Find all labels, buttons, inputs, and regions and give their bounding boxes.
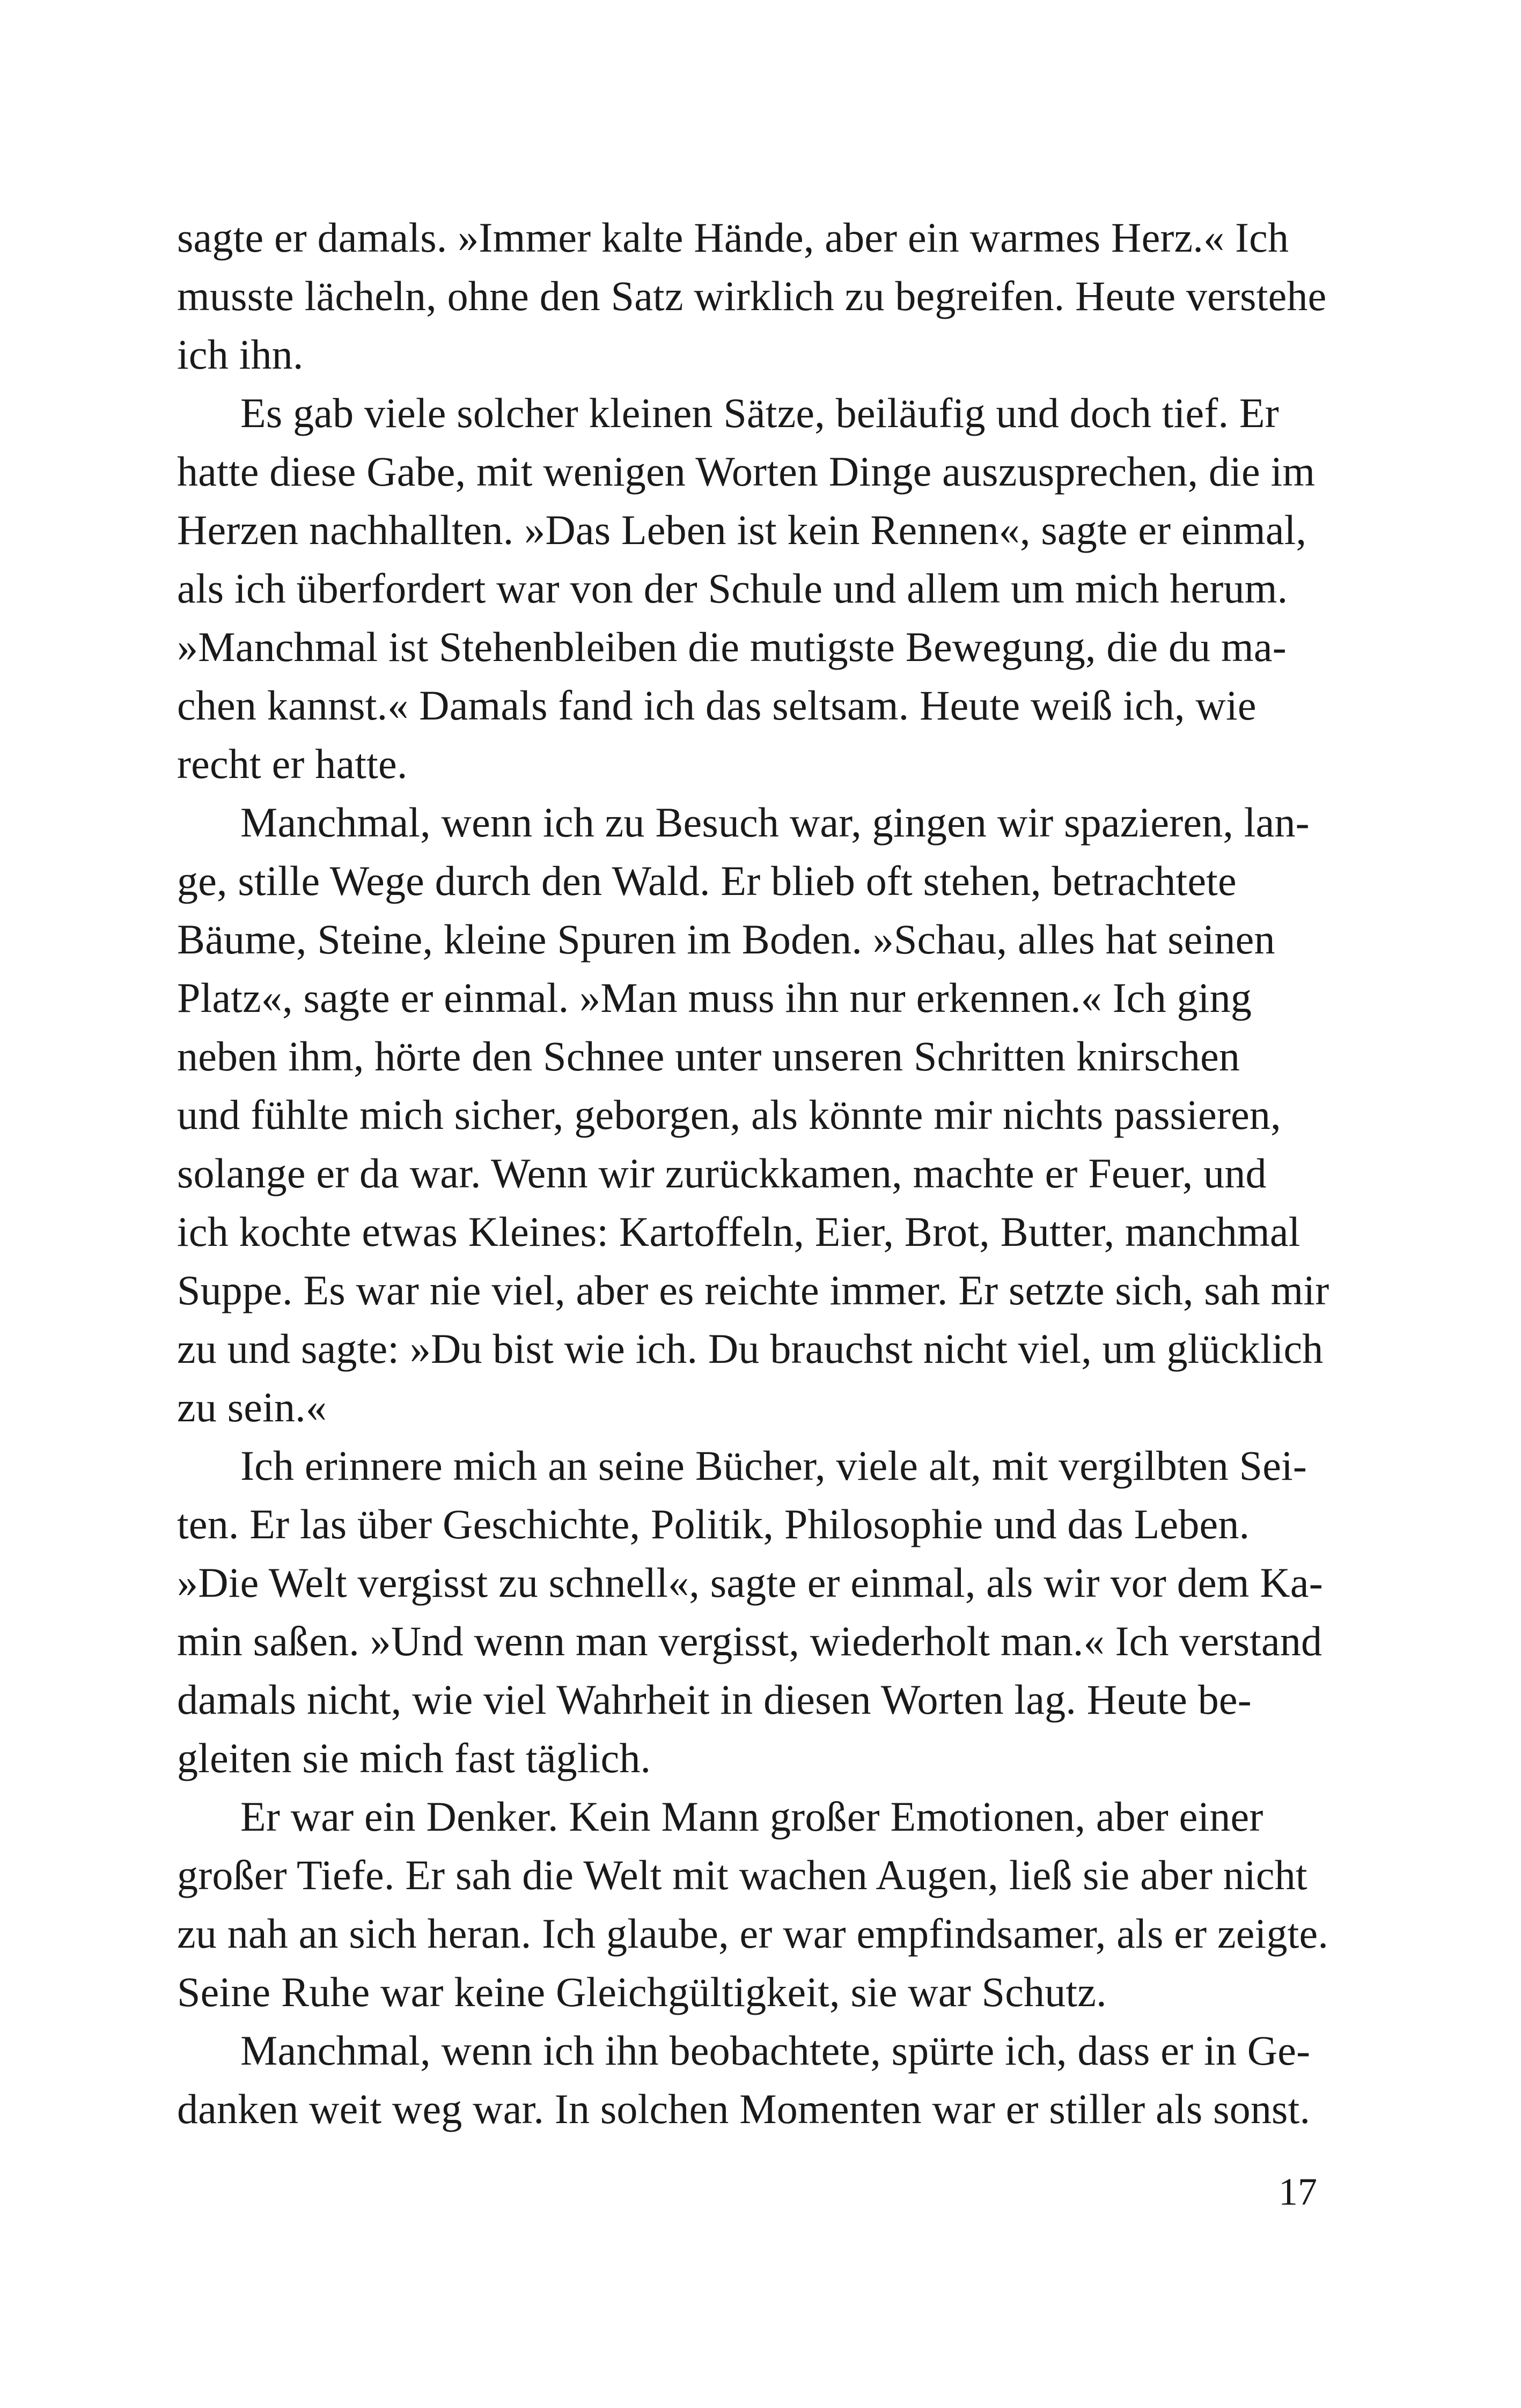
text-line: Seine Ruhe war keine Gleichgültigkeit, sie war Schutz.	[177, 1969, 1107, 2015]
paragraph-first-line: Er war ein Denker. Kein Mann großer Emotionen, aber einer	[240, 1793, 1263, 1840]
paragraph-first-line: Manchmal, wenn ich ihn beobachtete, spürte ich, dass er in Ge-	[240, 2027, 1311, 2074]
text-line: ge, stille Wege durch den Wald. Er blieb oft stehen, betrachtete	[177, 857, 1237, 904]
text-line: großer Tiefe. Er sah die Welt mit wachen Augen, ließ sie aber nicht	[177, 1852, 1307, 1898]
text-line: als ich überfordert war von der Schule und allem um mich herum.	[177, 565, 1288, 612]
text-line: recht er hatte.	[177, 740, 408, 787]
text-line: chen kannst.« Damals fand ich das seltsam. Heute weiß ich, wie	[177, 682, 1257, 729]
text-line: und fühlte mich sicher, geborgen, als könnte mir nichts passieren,	[177, 1091, 1281, 1138]
text-line: danken weit weg war. In solchen Momenten war er stiller als sonst.	[177, 2086, 1311, 2132]
text-line: ten. Er las über Geschichte, Politik, Philosophie und das Leben.	[177, 1501, 1250, 1547]
text-line: »Die Welt vergisst zu schnell«, sagte er einmal, als wir vor dem Ka-	[177, 1559, 1323, 1606]
text-line: zu sein.«	[177, 1384, 327, 1430]
text-line: Bäume, Steine, kleine Spuren im Boden. »Schau, alles hat seinen	[177, 916, 1275, 963]
text-line: »Manchmal ist Stehenbleiben die mutigste Bewegung, die du ma-	[177, 623, 1287, 670]
text-line: hatte diese Gabe, mit wenigen Worten Dinge auszusprechen, die im	[177, 448, 1316, 495]
text-line: Platz«, sagte er einmal. »Man muss ihn nur erkennen.« Ich ging	[177, 974, 1252, 1021]
text-line: neben ihm, hörte den Schnee unter unseren Schritten knirschen	[177, 1033, 1240, 1080]
text-line: min saßen. »Und wenn man vergisst, wiederholt man.« Ich verstand	[177, 1618, 1322, 1664]
text-line: gleiten sie mich fast täglich.	[177, 1735, 651, 1781]
text-line: solange er da war. Wenn wir zurückkamen, machte er Feuer, und	[177, 1150, 1267, 1196]
paragraph-first-line: Es gab viele solcher kleinen Sätze, beiläufig und doch tief. Er	[240, 390, 1279, 436]
text-line: musste lächeln, ohne den Satz wirklich zu begreifen. Heute verstehe	[177, 273, 1327, 319]
text-line: zu nah an sich heran. Ich glaube, er war empfindsamer, als er zeigte.	[177, 1910, 1329, 1957]
page-number: 17	[1278, 2170, 1317, 2213]
text-line: Suppe. Es war nie viel, aber es reichte immer. Er setzte sich, sah mir	[177, 1267, 1329, 1313]
text-line: ich ihn.	[177, 331, 304, 378]
paragraph-first-line: Manchmal, wenn ich zu Besuch war, gingen wir spazieren, lan-	[240, 799, 1310, 846]
text-line: damals nicht, wie viel Wahrheit in diesen Worten lag. Heute be-	[177, 1676, 1252, 1723]
text-line: sagte er damals. »Immer kalte Hände, aber ein warmes Herz.« Ich	[177, 214, 1289, 261]
paragraph-first-line: Ich erinnere mich an seine Bücher, viele alt, mit vergilbten Sei-	[240, 1442, 1307, 1489]
text-line: Herzen nachhallten. »Das Leben ist kein Rennen«, sagte er einmal,	[177, 506, 1307, 553]
text-line: zu und sagte: »Du bist wie ich. Du brauchst nicht viel, um glücklich	[177, 1325, 1324, 1372]
text-line: ich kochte etwas Kleines: Kartoffeln, Eier, Brot, Butter, manchmal	[177, 1208, 1300, 1255]
